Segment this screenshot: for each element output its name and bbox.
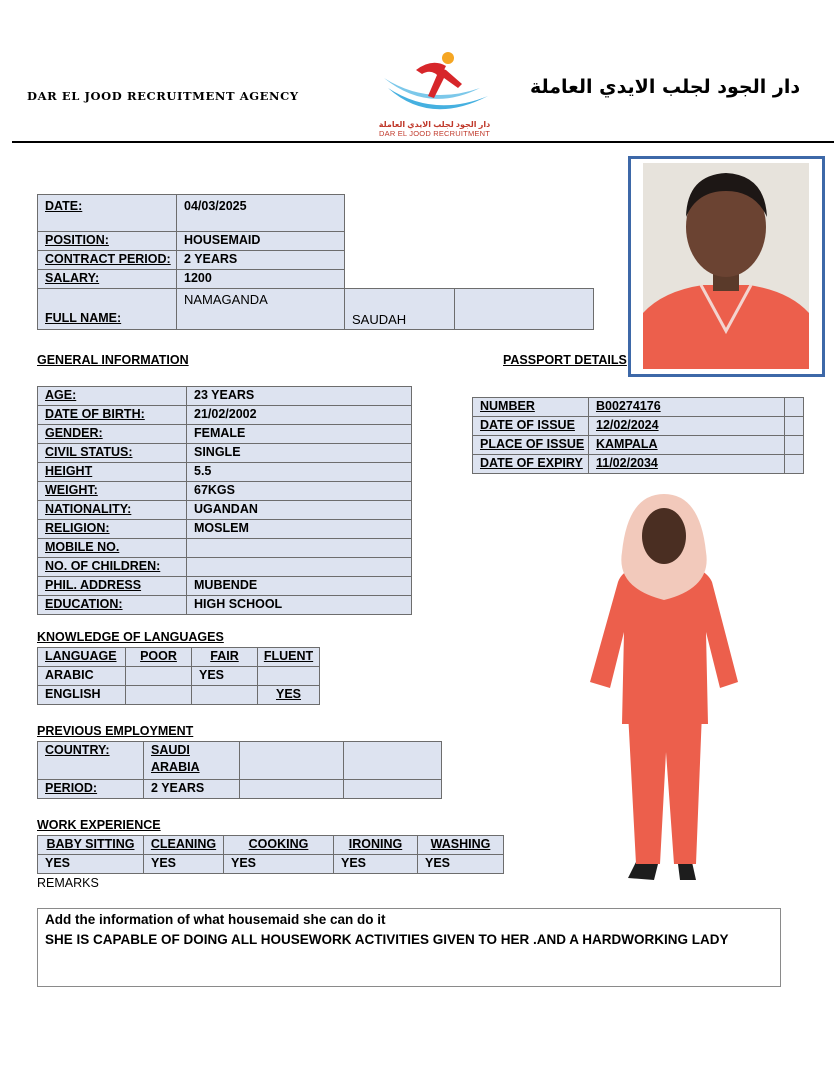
languages-cell: ARABIC xyxy=(38,667,126,686)
general-info-label: WEIGHT: xyxy=(38,482,187,501)
country-label: COUNTRY: xyxy=(38,742,144,780)
employment-extra-1 xyxy=(240,742,344,780)
general-info-label: GENDER: xyxy=(38,425,187,444)
period-label: PERIOD: xyxy=(38,780,144,799)
languages-row xyxy=(38,686,320,705)
passport-row xyxy=(473,436,804,455)
passport-extra-cell xyxy=(785,398,804,417)
general-info-title: GENERAL INFORMATION xyxy=(37,353,189,367)
top-info-table xyxy=(37,194,345,289)
first-name: NAMAGANDA xyxy=(177,289,345,330)
salary-value: 1200 xyxy=(177,270,345,289)
general-info-row xyxy=(38,501,412,520)
passport-value: B00274176 xyxy=(589,398,785,417)
previous-employment-table xyxy=(37,741,442,799)
passport-label: DATE OF ISSUE xyxy=(473,417,589,436)
general-info-row xyxy=(38,425,412,444)
passport-extra-cell xyxy=(785,417,804,436)
work-experience-table xyxy=(37,835,504,874)
passport-row xyxy=(473,417,804,436)
remarks-line-2: SHE IS CAPABLE OF DOING ALL HOUSEWORK ACTIVITIES GIVEN TO HER .AND A HARDWORKING LADY xyxy=(45,932,729,947)
languages-header-row xyxy=(38,648,320,667)
country-line-2: ARABIA xyxy=(151,760,200,774)
passport-value: 12/02/2024 xyxy=(589,417,785,436)
general-info-row xyxy=(38,577,412,596)
country-value xyxy=(144,742,240,780)
period-value: 2 YEARS xyxy=(144,780,240,799)
languages-header: LANGUAGE xyxy=(38,648,126,667)
header-divider xyxy=(12,141,834,143)
general-info-table xyxy=(37,386,412,615)
general-info-row xyxy=(38,558,412,577)
date-label: DATE: xyxy=(38,195,177,232)
passport-label: PLACE OF ISSUE xyxy=(473,436,589,455)
work-value: YES xyxy=(38,855,144,874)
work-value: YES xyxy=(334,855,418,874)
general-info-row xyxy=(38,482,412,501)
general-info-row xyxy=(38,406,412,425)
work-header-row xyxy=(38,836,504,855)
general-info-label: MOBILE NO. xyxy=(38,539,187,558)
position-label: POSITION: xyxy=(38,232,177,251)
general-info-value: 21/02/2002 xyxy=(187,406,412,425)
work-header: IRONING xyxy=(334,836,418,855)
passport-label: NUMBER xyxy=(473,398,589,417)
general-info-value: MOSLEM xyxy=(187,520,412,539)
employment-extra-4 xyxy=(344,780,442,799)
work-header: CLEANING xyxy=(144,836,224,855)
employment-extra-3 xyxy=(240,780,344,799)
languages-cell: YES xyxy=(192,667,258,686)
languages-title: KNOWLEDGE OF LANGUAGES xyxy=(37,630,224,644)
languages-cell xyxy=(192,686,258,705)
languages-table xyxy=(37,647,320,705)
general-info-label: PHIL. ADDRESS xyxy=(38,577,187,596)
remarks-box xyxy=(37,908,781,987)
agency-name-en: DAR EL JOOD RECRUITMENT AGENCY xyxy=(27,89,299,103)
last-name: SAUDAH xyxy=(345,289,455,330)
general-info-value xyxy=(187,558,412,577)
full-name-label: FULL NAME: xyxy=(38,289,177,330)
salary-label: SALARY: xyxy=(38,270,177,289)
position-value: HOUSEMAID xyxy=(177,232,345,251)
general-info-value: SINGLE xyxy=(187,444,412,463)
portrait-photo xyxy=(643,163,809,369)
languages-cell xyxy=(258,667,320,686)
passport-value: 11/02/2034 xyxy=(589,455,785,474)
languages-header: FAIR xyxy=(192,648,258,667)
languages-cell xyxy=(126,667,192,686)
general-info-value: 67KGS xyxy=(187,482,412,501)
languages-cell xyxy=(126,686,192,705)
general-info-value: 5.5 xyxy=(187,463,412,482)
passport-details-title: PASSPORT DETAILS xyxy=(503,353,627,367)
general-info-row xyxy=(38,596,412,615)
work-header: BABY SITTING xyxy=(38,836,144,855)
general-info-value xyxy=(187,539,412,558)
passport-row xyxy=(473,398,804,417)
work-header: COOKING xyxy=(224,836,334,855)
contract-label: CONTRACT PERIOD: xyxy=(38,251,177,270)
languages-cell: ENGLISH xyxy=(38,686,126,705)
full-body-photo xyxy=(588,492,740,888)
passport-table xyxy=(472,397,804,474)
general-info-label: AGE: xyxy=(38,387,187,406)
work-value: YES xyxy=(224,855,334,874)
logo-text-ar: دار الجود لجلب الايدي العاملة xyxy=(378,120,491,129)
name-extra-cell xyxy=(455,289,594,330)
logo-text-en: DAR EL JOOD RECRUITMENT xyxy=(379,129,490,138)
general-info-label: CIVIL STATUS: xyxy=(38,444,187,463)
passport-extra-cell xyxy=(785,436,804,455)
general-info-label: NATIONALITY: xyxy=(38,501,187,520)
languages-header: FLUENT xyxy=(258,648,320,667)
general-info-value: UGANDAN xyxy=(187,501,412,520)
general-info-label: DATE OF BIRTH: xyxy=(38,406,187,425)
general-info-value: HIGH SCHOOL xyxy=(187,596,412,615)
contract-value: 2 YEARS xyxy=(177,251,345,270)
agency-name-ar: دار الجود لجلب الايدي العاملة xyxy=(530,76,801,98)
work-experience-title: WORK EXPERIENCE xyxy=(37,818,161,832)
remarks-label: REMARKS xyxy=(37,876,99,890)
general-info-row xyxy=(38,520,412,539)
general-info-row xyxy=(38,444,412,463)
passport-extra-cell xyxy=(785,455,804,474)
general-info-label: EDUCATION: xyxy=(38,596,187,615)
general-info-row xyxy=(38,387,412,406)
general-info-label: HEIGHT xyxy=(38,463,187,482)
general-info-value: 23 YEARS xyxy=(187,387,412,406)
languages-row xyxy=(38,667,320,686)
languages-cell: YES xyxy=(258,686,320,705)
country-line-1: SAUDI xyxy=(151,743,190,757)
work-value: YES xyxy=(144,855,224,874)
work-values-row xyxy=(38,855,504,874)
general-info-value: MUBENDE xyxy=(187,577,412,596)
passport-label: DATE OF EXPIRY xyxy=(473,455,589,474)
passport-row xyxy=(473,455,804,474)
previous-employment-title: PREVIOUS EMPLOYMENT xyxy=(37,724,194,738)
general-info-row xyxy=(38,463,412,482)
passport-value: KAMPALA xyxy=(589,436,785,455)
general-info-label: NO. OF CHILDREN: xyxy=(38,558,187,577)
date-value: 04/03/2025 xyxy=(177,195,345,232)
employment-extra-2 xyxy=(344,742,442,780)
remarks-line-1: Add the information of what housemaid she can do it xyxy=(45,912,386,927)
general-info-value: FEMALE xyxy=(187,425,412,444)
general-info-row xyxy=(38,539,412,558)
languages-header: POOR xyxy=(126,648,192,667)
work-value: YES xyxy=(418,855,504,874)
general-info-label: RELIGION: xyxy=(38,520,187,539)
full-name-table xyxy=(37,288,594,330)
work-header: WASHING xyxy=(418,836,504,855)
